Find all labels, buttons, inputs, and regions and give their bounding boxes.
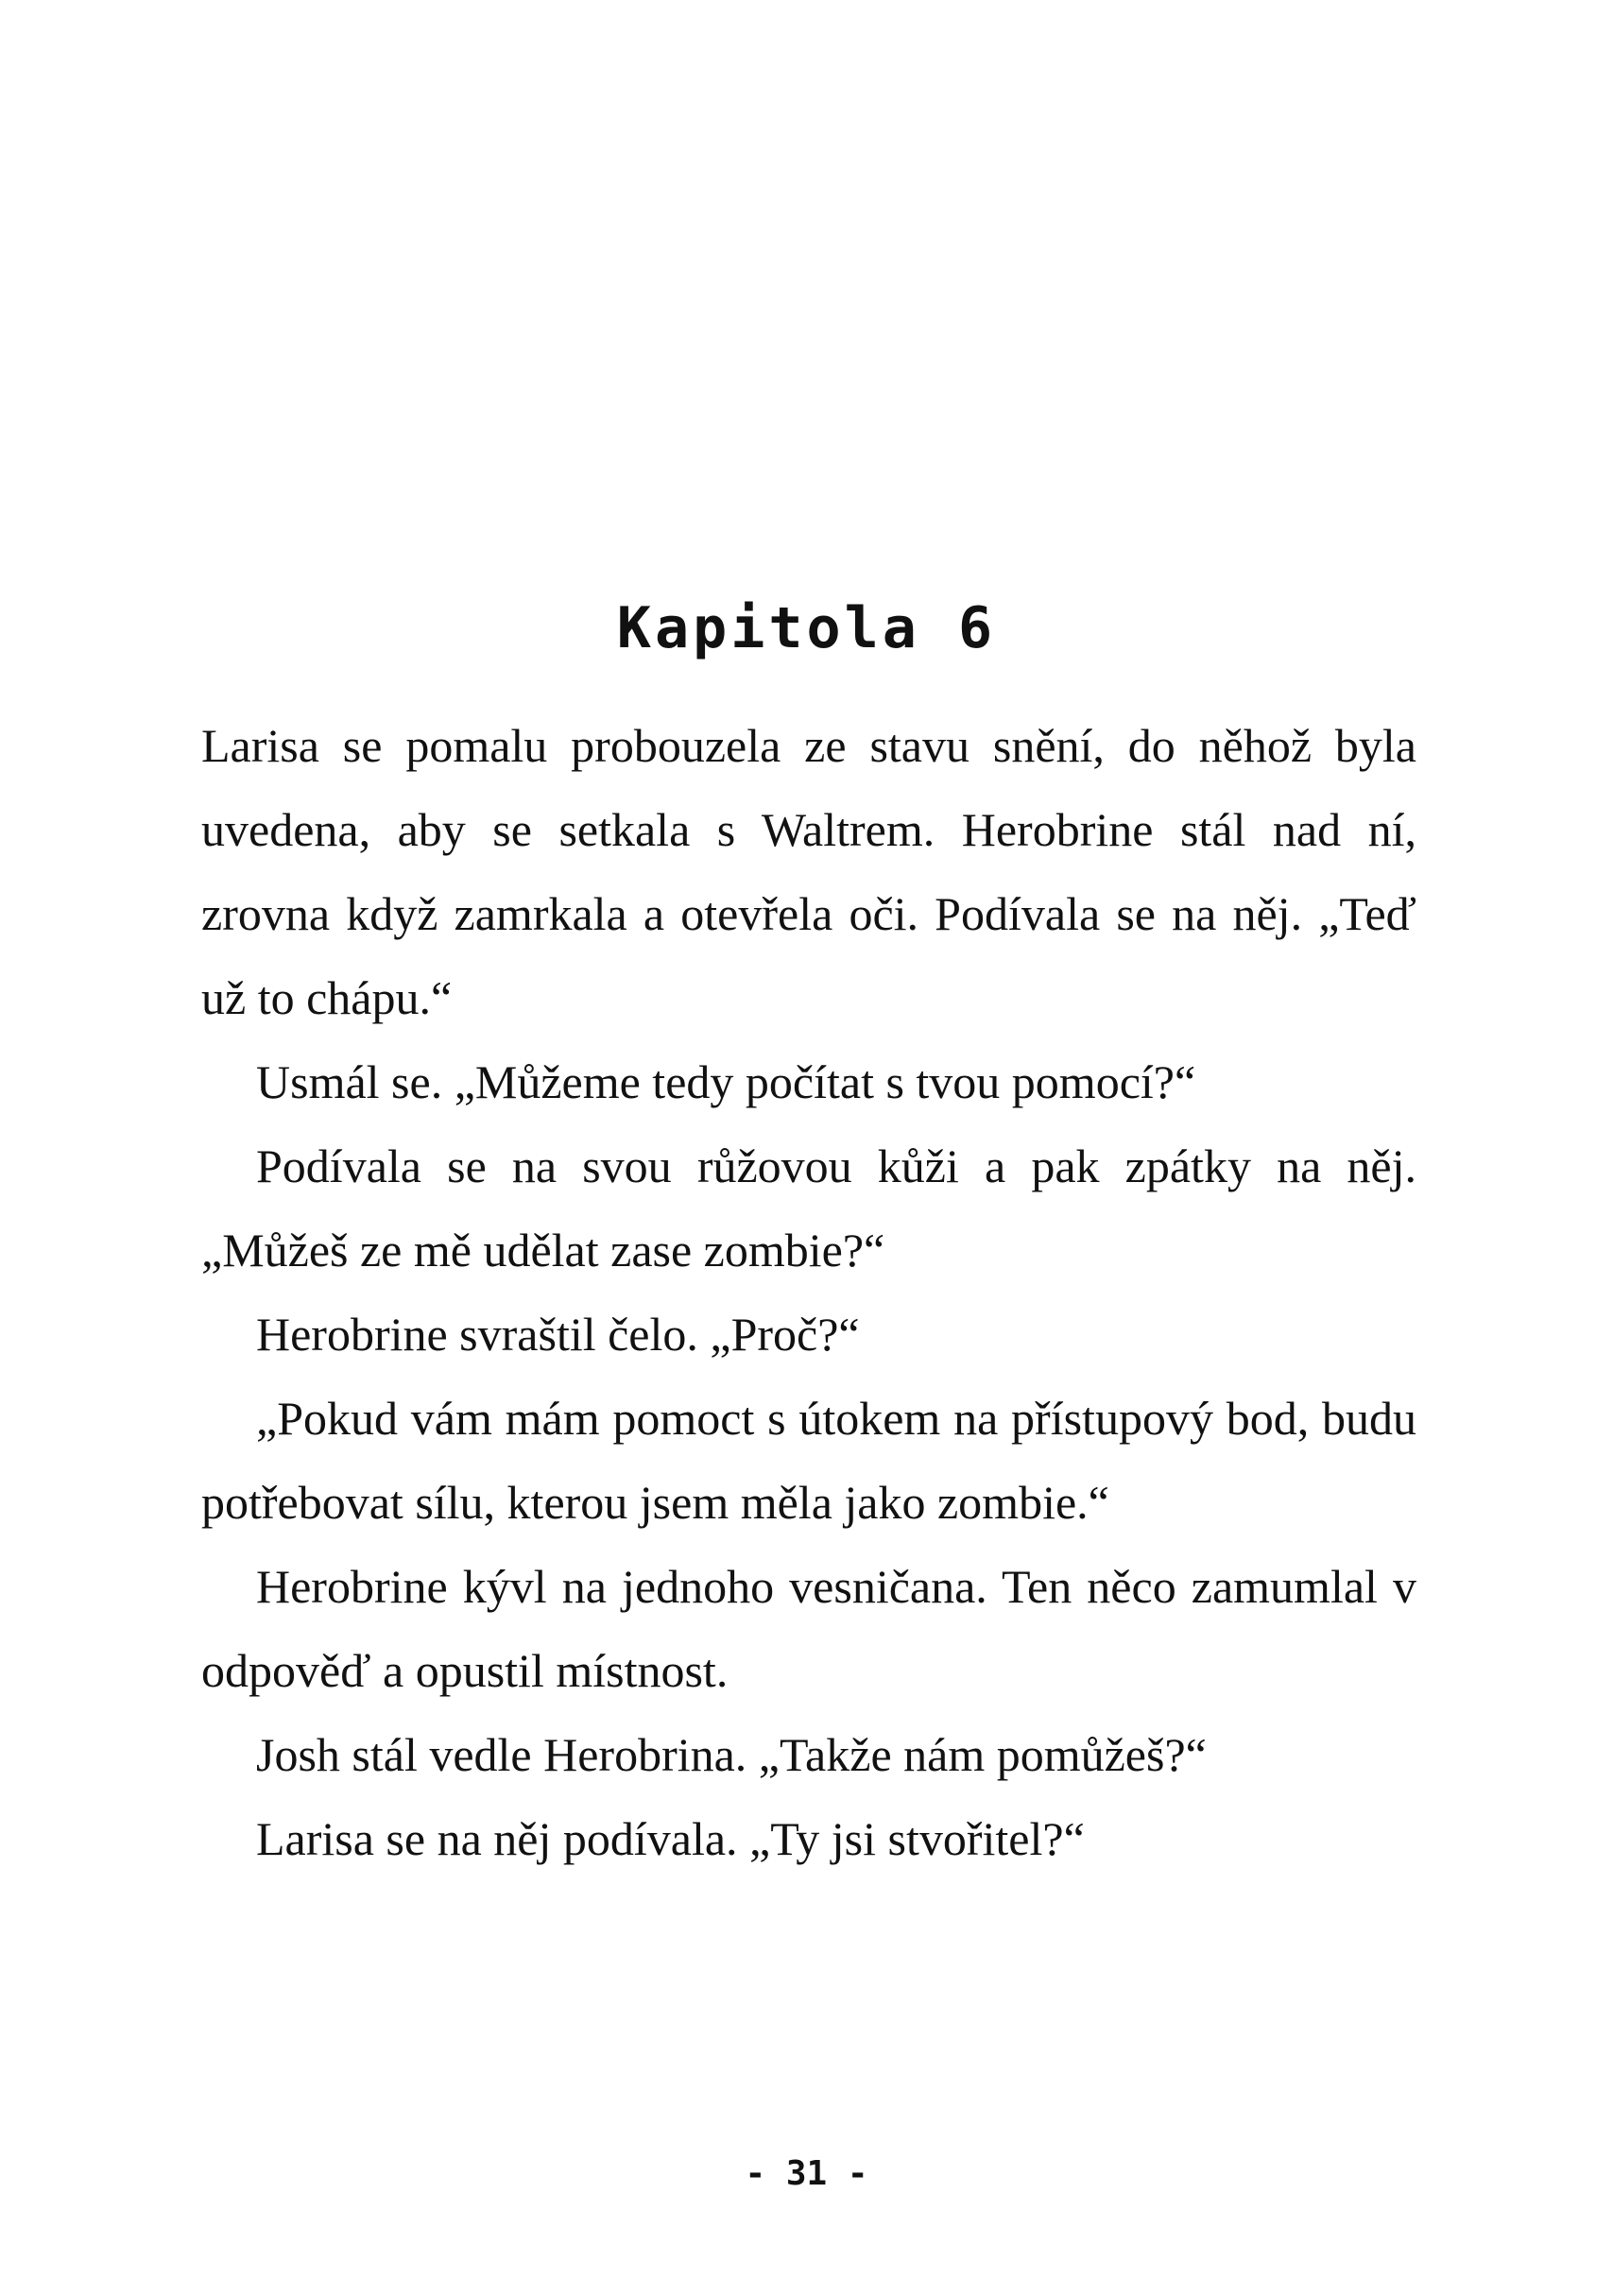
chapter-title: Kapitola 6 <box>616 595 997 662</box>
paragraph: „Pokud vám mám pomoct s útokem na přístupový bod, budu potřebovat sílu, kterou jsem měla jako zombie.“ <box>201 1392 1416 1529</box>
page-number: - 31 - <box>745 2154 868 2193</box>
paragraph: Podívala se na svou růžovou kůži a pak zpátky na něj. „Můžeš ze mě udělat zase zombie?“ <box>201 1139 1416 1277</box>
paragraph: Herobrine kývl na jednoho vesničana. Ten něco zamumlal v odpověď a opustil místnost. <box>201 1560 1416 1697</box>
paragraph: Larisa se na něj podívala. „Ty jsi stvořitel?“ <box>256 1812 1085 1865</box>
paragraph: Larisa se pomalu probouzela ze stavu snění, do něhož byla uvedena, aby se setkala s Waltrem. Herobrine stál nad ní, zrovna když zamrkala a otevřela oči. Podívala se na něj. „Teď už to chápu.“ <box>201 719 1416 1024</box>
paragraph: Herobrine svraštil čelo. „Proč?“ <box>256 1308 860 1361</box>
paragraph: Usmál se. „Můžeme tedy počítat s tvou pomocí?“ <box>256 1055 1196 1108</box>
chapter-body <box>201 704 1416 1881</box>
paragraph: Josh stál vedle Herobrina. „Takže nám pomůžeš?“ <box>256 1728 1207 1781</box>
